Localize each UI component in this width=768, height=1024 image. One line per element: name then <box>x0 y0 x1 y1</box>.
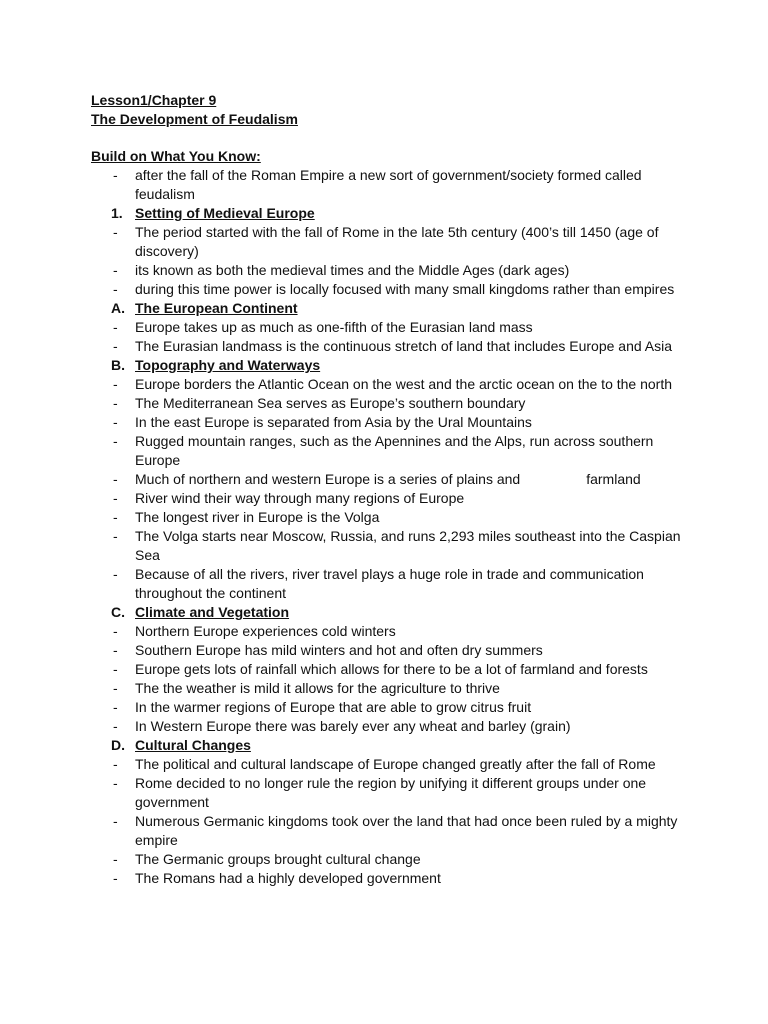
bullet-marker: - <box>113 471 118 487</box>
bullet-text-span: The Mediterranean Sea serves as Europe’s southern boundary <box>135 395 526 411</box>
bullet-text <box>135 565 688 603</box>
bullet-item <box>91 375 688 394</box>
bullet-item <box>91 679 688 698</box>
bullet-marker: - <box>113 433 118 449</box>
sections-container <box>91 204 688 888</box>
bullet-item <box>91 850 688 869</box>
bullet-marker: - <box>113 224 118 240</box>
bullet-text-span: Europe borders the Atlantic Ocean on the west and the arctic ocean on the to the north <box>135 376 673 392</box>
bullet-text-span: In the east Europe is separated from Asia by the Ural Mountains <box>135 414 532 430</box>
section-marker: C. <box>111 604 125 620</box>
bullet-item <box>91 812 688 850</box>
section-marker: A. <box>111 300 125 316</box>
bullet-text-span: Rugged mountain ranges, such as the Apennines and the Alps, run across southern Europe <box>135 433 654 468</box>
bullet-text <box>135 166 688 204</box>
bullet-item <box>91 280 688 299</box>
bullet-text <box>135 489 688 508</box>
spacer <box>91 129 688 147</box>
bullet-item <box>91 394 688 413</box>
bullet-text-span: The Volga starts near Moscow, Russia, and runs 2,293 miles southeast into the Caspian Sea <box>135 528 681 563</box>
bullet-item <box>91 413 688 432</box>
bullet-item <box>91 641 688 660</box>
bullet-text-span: Because of all the rivers, river travel plays a huge role in trade and communication throughout the continent <box>135 566 644 601</box>
section-marker: 1. <box>111 205 123 221</box>
bullet-text <box>135 413 688 432</box>
bullet-text-span: In Western Europe there was barely ever any wheat and barley (grain) <box>135 718 571 734</box>
bullet-text-span: during this time power is locally focused with many small kingdoms rather than empires <box>135 281 675 297</box>
bullet-marker: - <box>113 699 118 715</box>
lesson-title: Lesson1/Chapter 9 <box>91 92 217 108</box>
bullet-marker: - <box>113 167 118 183</box>
bullet-marker: - <box>113 395 118 411</box>
section-heading <box>91 603 688 622</box>
bullet-item <box>91 565 688 603</box>
bullet-marker: - <box>113 661 118 677</box>
bullet-marker: - <box>113 414 118 430</box>
bullet-text <box>135 698 688 717</box>
bullet-text-span: In the warmer regions of Europe that are able to grow citrus fruit <box>135 699 532 715</box>
bullet-text <box>135 755 688 774</box>
bullet-marker: - <box>113 509 118 525</box>
intro-heading: Build on What You Know: <box>91 148 261 164</box>
bullet-text <box>135 337 688 356</box>
bullet-text <box>135 812 688 850</box>
bullet-marker: - <box>113 680 118 696</box>
bullet-item <box>91 166 688 204</box>
bullet-text-span: The Eurasian landmass is the continuous stretch of land that includes Europe and Asia <box>135 338 672 354</box>
section-marker: B. <box>111 357 125 373</box>
bullet-marker: - <box>113 623 118 639</box>
bullet-text <box>135 261 688 280</box>
section-title: The European Continent <box>135 300 298 316</box>
section-title: Cultural Changes <box>135 737 251 753</box>
section-title: Setting of Medieval Europe <box>135 205 315 221</box>
bullet-text <box>135 394 688 413</box>
section-heading <box>91 356 688 375</box>
bullet-item <box>91 755 688 774</box>
bullet-text <box>135 774 688 812</box>
bullet-text-span: The Germanic groups brought cultural change <box>135 851 421 867</box>
bullet-item <box>91 470 688 489</box>
bullet-item <box>91 527 688 565</box>
bullet-text-span: The Romans had a highly developed government <box>135 870 441 886</box>
bullet-text <box>135 850 688 869</box>
bullet-text <box>135 641 688 660</box>
bullet-marker: - <box>113 642 118 658</box>
bullet-item <box>91 774 688 812</box>
bullet-text <box>135 679 688 698</box>
bullet-item <box>91 508 688 527</box>
bullet-text-span: The longest river in Europe is the Volga <box>135 509 380 525</box>
bullet-text <box>135 375 688 394</box>
bullet-marker: - <box>113 319 118 335</box>
section-title: Climate and Vegetation <box>135 604 290 620</box>
bullet-marker: - <box>113 775 118 791</box>
section-heading <box>91 736 688 755</box>
bullet-marker: - <box>113 813 118 829</box>
bullet-text <box>135 223 688 261</box>
bullet-marker: - <box>113 376 118 392</box>
bullet-item <box>91 717 688 736</box>
bullet-item <box>91 489 688 508</box>
bullet-marker: - <box>113 566 118 582</box>
bullet-text-span: Europe gets lots of rainfall which allows for there to be a lot of farmland and forests <box>135 661 648 677</box>
bullet-text <box>135 508 688 527</box>
bullet-text-span: The the weather is mild it allows for the agriculture to thrive <box>135 680 500 696</box>
bullet-marker: - <box>113 490 118 506</box>
bullet-item <box>91 622 688 641</box>
bullet-text-span: Northern Europe experiences cold winters <box>135 623 396 639</box>
bullet-text <box>135 280 688 299</box>
bullet-text <box>135 869 688 888</box>
bullet-marker: - <box>113 870 118 886</box>
section-marker: D. <box>111 737 125 753</box>
bullet-text-span: Southern Europe has mild winters and hot and often dry summers <box>135 642 543 658</box>
bullet-marker: - <box>113 851 118 867</box>
bullet-text-span: River wind their way through many regions of Europe <box>135 490 465 506</box>
bullet-marker: - <box>113 528 118 544</box>
tabbed-word: farmland <box>586 471 641 487</box>
bullet-text <box>135 470 688 489</box>
bullet-item <box>91 337 688 356</box>
bullet-marker: - <box>113 281 118 297</box>
bullet-item <box>91 698 688 717</box>
bullet-text <box>135 527 688 565</box>
bullet-text-span: Numerous Germanic kingdoms took over the land that had once been ruled by a mighty empire <box>135 813 678 848</box>
bullet-text-span: after the fall of the Roman Empire a new sort of government/society formed called feudalism <box>135 167 642 202</box>
section-heading <box>91 204 688 223</box>
bullet-text <box>135 622 688 641</box>
bullet-text-span: Europe takes up as much as one-fifth of the Eurasian land mass <box>135 319 533 335</box>
bullet-item <box>91 261 688 280</box>
bullet-marker: - <box>113 756 118 772</box>
bullet-item <box>91 432 688 470</box>
bullet-text <box>135 318 688 337</box>
bullet-text-span: The political and cultural landscape of Europe changed greatly after the fall of Rome <box>135 756 656 772</box>
bullet-item <box>91 318 688 337</box>
bullet-text <box>135 432 688 470</box>
bullet-item <box>91 660 688 679</box>
bullet-text <box>135 717 688 736</box>
bullet-marker: - <box>113 262 118 278</box>
bullet-marker: - <box>113 338 118 354</box>
intro-list <box>91 166 688 204</box>
bullet-text-span: Rome decided to no longer rule the region by unifying it different groups under one government <box>135 775 647 810</box>
bullet-text <box>135 660 688 679</box>
bullet-item <box>91 869 688 888</box>
bullet-marker: - <box>113 718 118 734</box>
bullet-text-span: The period started with the fall of Rome in the late 5th century (400’s till 1450 (age of discovery) <box>135 224 659 259</box>
bullet-text-span: its known as both the medieval times and the Middle Ages (dark ages) <box>135 262 570 278</box>
chapter-title: The Development of Feudalism <box>91 111 298 127</box>
section-title: Topography and Waterways <box>135 357 321 373</box>
section-heading <box>91 299 688 318</box>
bullet-item <box>91 223 688 261</box>
bullet-text-span: Much of northern and western Europe is a series of plains and <box>135 471 521 487</box>
